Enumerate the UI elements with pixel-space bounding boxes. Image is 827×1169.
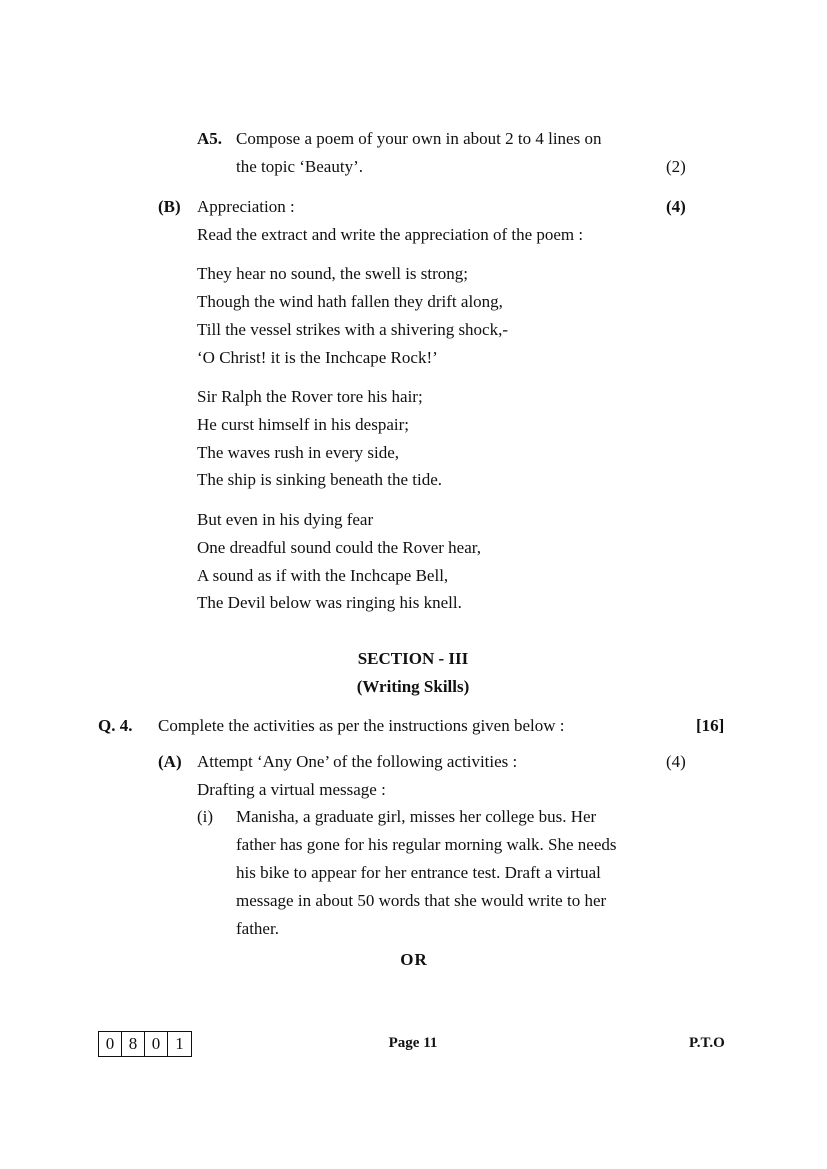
appreciation-title: Appreciation : xyxy=(197,197,295,216)
poem-line: Till the vessel strikes with a shivering shock,- xyxy=(197,320,509,339)
poem-line: Sir Ralph the Rover tore his hair; xyxy=(197,387,423,406)
a5-line-2: the topic ‘Beauty’. xyxy=(236,157,363,176)
poem-line: The ship is sinking beneath the tide. xyxy=(197,470,443,489)
code-digit: 1 xyxy=(175,1034,184,1053)
poem-line: But even in his dying fear xyxy=(197,510,374,529)
code-digit: 0 xyxy=(145,1032,168,1056)
item-line: his bike to appear for her entrance test. Draft a virtual xyxy=(236,863,601,882)
item-line: father. xyxy=(236,919,279,938)
poem-line: Though the wind hath fallen they drift along, xyxy=(197,292,503,311)
code-digit: 8 xyxy=(122,1032,145,1056)
part-a-subtitle: Drafting a virtual message : xyxy=(197,780,386,799)
q4-label: Q. 4. xyxy=(98,716,133,735)
item-line: message in about 50 words that she would write to her xyxy=(236,891,607,910)
poem-line: The Devil below was ringing his knell. xyxy=(197,593,462,612)
poem-line: ‘O Christ! it is the Inchcape Rock!’ xyxy=(197,348,438,367)
item-label: (i) xyxy=(197,807,214,826)
section-subtitle: (Writing Skills) xyxy=(356,677,470,696)
appreciation-label: (B) xyxy=(158,197,181,216)
item-line: Manisha, a graduate girl, misses her college bus. Her xyxy=(236,807,597,826)
poem-line: They hear no sound, the swell is strong; xyxy=(197,264,469,283)
a5-label: A5. xyxy=(197,129,223,148)
item-line: father has gone for his regular morning walk. She needs xyxy=(236,835,617,854)
pto-label: P.T.O xyxy=(689,1035,725,1051)
poem-line: The waves rush in every side, xyxy=(197,443,400,462)
poem-line: A sound as if with the Inchcape Bell, xyxy=(197,566,449,585)
appreciation-marks: (4) xyxy=(666,197,686,216)
code-digit: 0 xyxy=(99,1032,122,1056)
poem-line: One dreadful sound could the Rover hear, xyxy=(197,538,481,557)
q4-marks: [16] xyxy=(696,716,725,735)
a5-marks: (2) xyxy=(666,157,686,176)
a5-line-1: Compose a poem of your own in about 2 to 4 lines on xyxy=(236,129,602,148)
or-divider: OR xyxy=(400,950,428,969)
page-number: Page 11 xyxy=(388,1035,438,1051)
part-a-text: Attempt ‘Any One’ of the following activities : xyxy=(197,752,518,771)
paper-code-box xyxy=(98,1031,192,1057)
poem-line: He curst himself in his despair; xyxy=(197,415,409,434)
section-title: SECTION - III xyxy=(357,649,469,668)
q4-text: Complete the activities as per the instructions given below : xyxy=(158,716,565,735)
part-a-marks: (4) xyxy=(666,752,686,771)
part-a-label: (A) xyxy=(158,752,182,771)
appreciation-instruction: Read the extract and write the appreciation of the poem : xyxy=(197,225,584,244)
